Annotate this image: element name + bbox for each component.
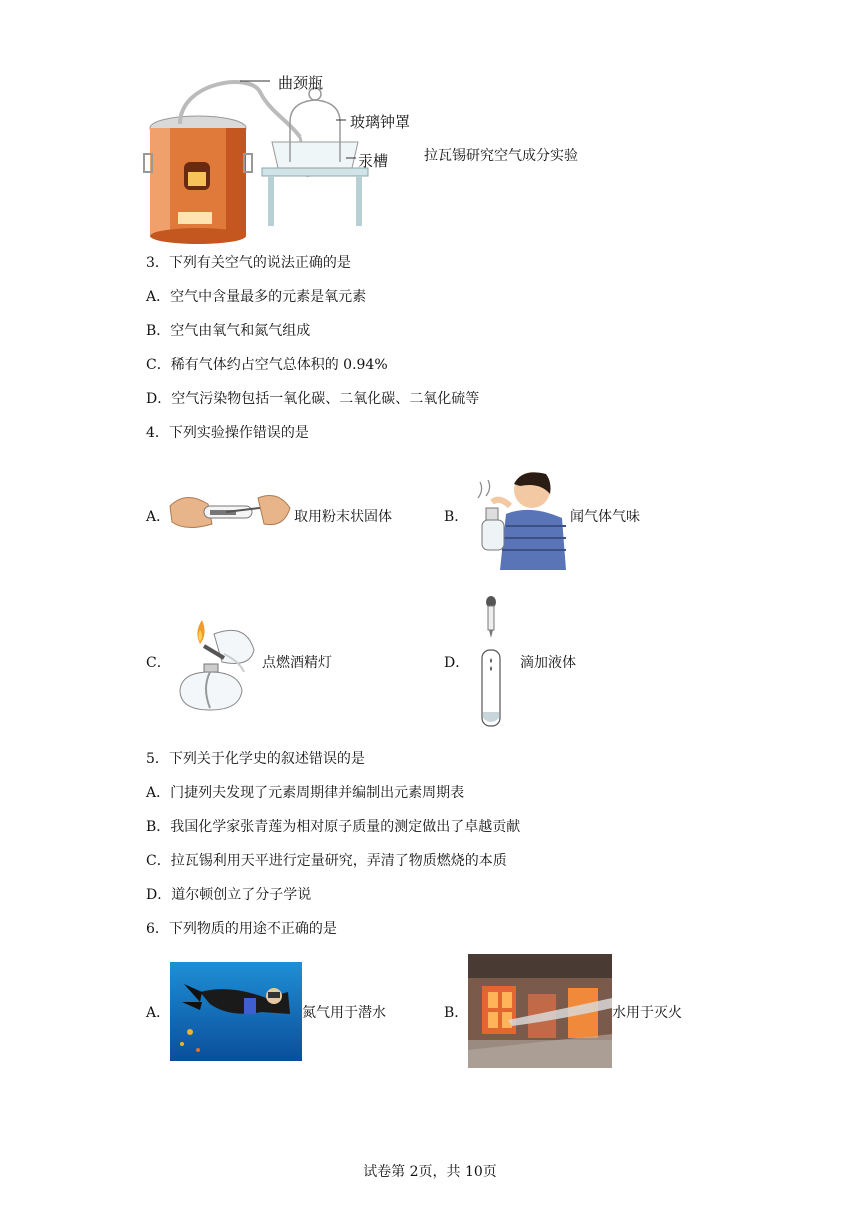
question-4-option-a-caption: 取用粉末状固体	[294, 509, 392, 525]
smelling-gas-icon	[470, 466, 570, 572]
question-6-option-a-letter: A．	[146, 1005, 171, 1021]
question-5-stem: 5．下列关于化学史的叙述错误的是	[146, 751, 365, 767]
question-4-option-b-letter: B．	[444, 509, 469, 525]
question-6-option-b-caption: 水用于灭火	[612, 1005, 682, 1021]
question-5-option-c: C．拉瓦锡利用天平进行定量研究，弄清了物质燃烧的本质	[146, 853, 507, 869]
question-5-option-d: D．道尔顿创立了分子学说	[146, 887, 312, 903]
question-6-stem: 6．下列物质的用途不正确的是	[146, 921, 337, 937]
question-3-stem: 3．下列有关空气的说法正确的是	[146, 255, 351, 271]
firefighting-photo	[468, 954, 612, 1068]
dropper-tube-icon	[476, 594, 506, 732]
question-4-option-b-caption: 闻气体气味	[570, 509, 640, 525]
question-5-option-a: A．门捷列夫发现了元素周期律并编制出元素周期表	[146, 785, 465, 801]
question-3-option-c: C．稀有气体约占空气总体积的 0.94%	[146, 357, 388, 373]
flask-label: 曲颈瓶	[278, 74, 324, 92]
diver-photo	[170, 962, 302, 1061]
question-4-option-a-letter: A．	[146, 509, 171, 525]
figure-caption: 拉瓦锡研究空气成分实验	[424, 148, 578, 164]
trough-label: 汞槽	[358, 152, 389, 170]
page-footer: 试卷第 2页，共 10页	[363, 1164, 497, 1180]
question-6-option-a-caption: 氮气用于潜水	[302, 1005, 386, 1021]
question-4-stem: 4．下列实验操作错误的是	[146, 425, 309, 441]
question-4-option-d-letter: D．	[444, 655, 470, 671]
question-3-option-d: D．空气污染物包括一氧化碳、二氧化碳、二氧化硫等	[146, 391, 480, 407]
question-4-option-d-caption: 滴加液体	[520, 655, 576, 671]
question-3-option-a: A．空气中含量最多的元素是氧元素	[146, 289, 367, 305]
question-4-option-c-letter: C．	[146, 655, 171, 671]
powder-transfer-icon	[166, 486, 294, 542]
bell-jar-label: 玻璃钟罩	[350, 113, 411, 131]
alcohol-lamp-icon	[166, 614, 262, 718]
question-3-option-b: B．空气由氧气和氮气组成	[146, 323, 311, 339]
question-5-option-b: B．我国化学家张青莲为相对原子质量的测定做出了卓越贡献	[146, 819, 521, 835]
question-4-option-c-caption: 点燃酒精灯	[262, 655, 332, 671]
question-6-option-b-letter: B．	[444, 1005, 469, 1021]
